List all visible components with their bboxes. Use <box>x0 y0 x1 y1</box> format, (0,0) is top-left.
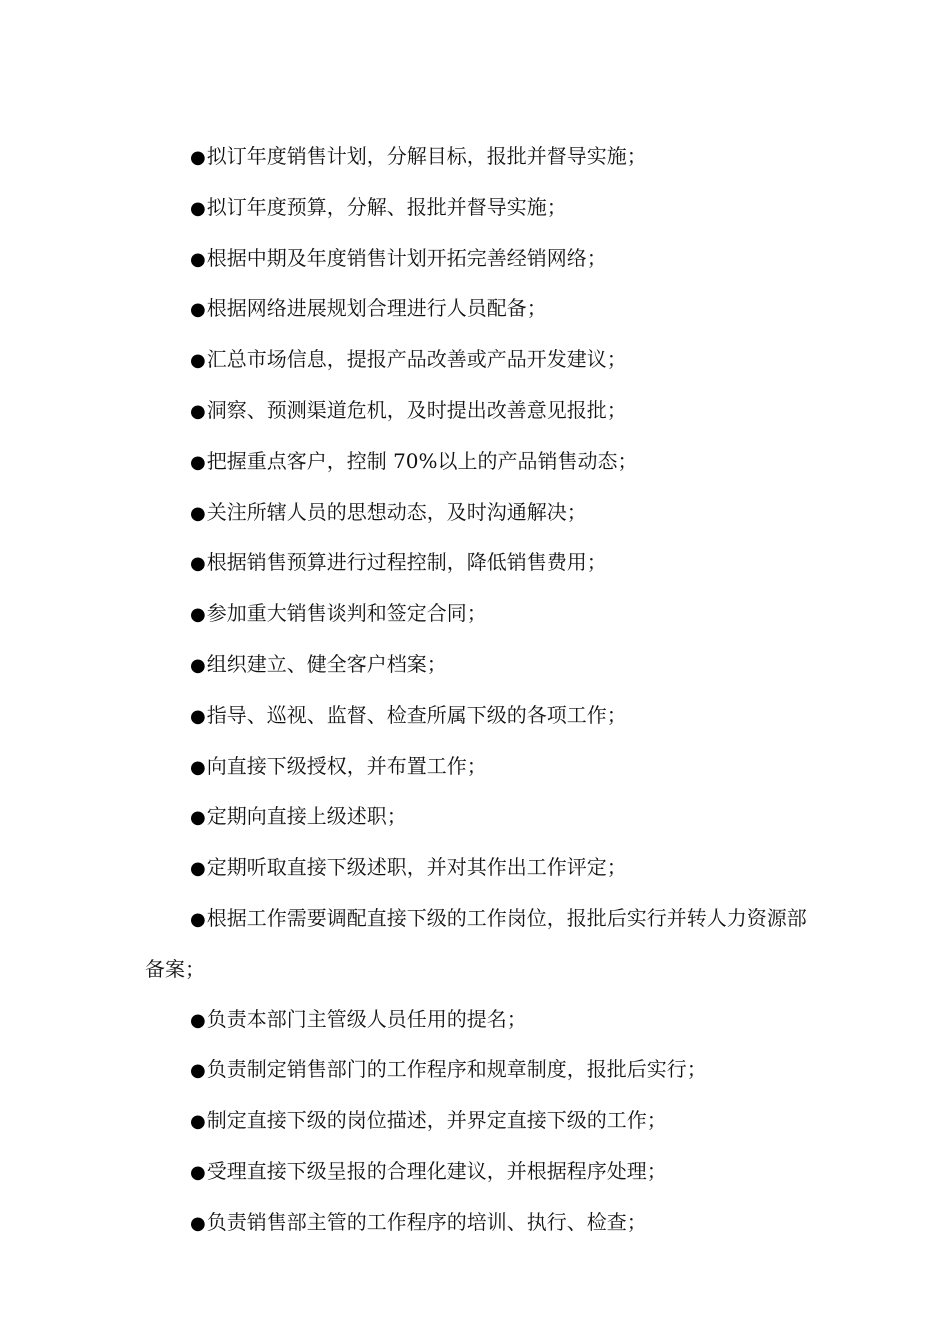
bullet-icon: ● <box>190 705 206 727</box>
list-item <box>145 183 810 234</box>
list-item <box>145 640 810 691</box>
list-item <box>145 792 810 843</box>
list-item <box>145 843 810 894</box>
bullet-icon: ● <box>190 1009 206 1031</box>
list-item-text: 向直接下级授权，并布置工作； <box>206 753 487 778</box>
list-item <box>145 488 810 539</box>
list-item <box>145 742 810 793</box>
list-item-text: 根据网络进展规划合理进行人员配备； <box>206 296 547 321</box>
list-item <box>145 234 810 285</box>
list-item <box>145 589 810 640</box>
list-item <box>145 1147 810 1198</box>
bullet-icon: ● <box>190 654 206 676</box>
bullet-icon: ● <box>190 1212 206 1234</box>
bullet-icon: ● <box>190 350 206 372</box>
list-item <box>145 132 810 183</box>
bullet-icon: ● <box>190 1161 206 1183</box>
list-item-text: 把握重点客户，控制 70%以上的产品销售动态； <box>206 448 638 473</box>
bullet-icon: ● <box>190 858 206 880</box>
list-item-text: 根据中期及年度销售计划开拓完善经销网络； <box>206 245 607 270</box>
bullet-icon: ● <box>190 451 206 473</box>
list-item-text: 定期向直接上级述职； <box>206 804 407 829</box>
list-item-text: 受理直接下级呈报的合理化建议，并根据程序处理； <box>206 1158 667 1183</box>
list-item <box>145 1096 810 1147</box>
bullet-icon: ● <box>190 147 206 168</box>
duty-list <box>145 132 810 1249</box>
bullet-icon: ● <box>190 807 206 829</box>
list-item-text: 负责制定销售部门的工作程序和规章制度，报批后实行； <box>206 1057 707 1082</box>
list-item-text: 组织建立、健全客户档案； <box>206 651 447 676</box>
list-item-text: 关注所辖人员的思想动态，及时沟通解决； <box>206 499 587 524</box>
bullet-icon: ● <box>190 248 206 270</box>
list-item-text: 根据销售预算进行过程控制，降低销售费用； <box>206 550 607 575</box>
bullet-icon: ● <box>190 756 206 778</box>
list-item <box>145 1045 810 1096</box>
list-item-text: 拟订年度销售计划，分解目标，报批并督导实施； <box>206 144 647 168</box>
list-item <box>145 437 810 488</box>
bullet-icon: ● <box>190 1111 206 1133</box>
bullet-icon: ● <box>190 1060 206 1082</box>
list-item <box>145 284 810 335</box>
list-item-text: 汇总市场信息，提报产品改善或产品开发建议； <box>206 347 627 372</box>
list-item <box>145 335 810 386</box>
list-item-text: 参加重大销售谈判和签定合同； <box>206 601 487 626</box>
list-item-text: 根据工作需要调配直接下级的工作岗位，报批后实行并转人力资源部备案； <box>145 905 807 981</box>
list-item-text: 定期听取直接下级述职，并对其作出工作评定； <box>206 855 627 880</box>
list-item <box>145 691 810 742</box>
list-item <box>145 894 810 995</box>
list-item <box>145 995 810 1046</box>
list-item-text: 负责销售部主管的工作程序的培训、执行、检查； <box>206 1209 647 1234</box>
bullet-icon: ● <box>190 604 206 626</box>
list-item-text: 拟订年度预算，分解、报批并督导实施； <box>206 194 567 219</box>
bullet-icon: ● <box>190 908 206 930</box>
bullet-icon: ● <box>190 400 206 422</box>
list-item-text: 制定直接下级的岗位描述，并界定直接下级的工作； <box>206 1108 667 1133</box>
list-item <box>145 386 810 437</box>
bullet-icon: ● <box>190 553 206 575</box>
bullet-icon: ● <box>190 197 206 219</box>
bullet-icon: ● <box>190 502 206 524</box>
list-item-text: 指导、巡视、监督、检查所属下级的各项工作； <box>206 702 627 727</box>
list-item <box>145 538 810 589</box>
list-item-text: 负责本部门主管级人员任用的提名； <box>206 1006 527 1031</box>
bullet-icon: ● <box>190 299 206 321</box>
list-item-text: 洞察、预测渠道危机，及时提出改善意见报批； <box>206 397 627 422</box>
list-item <box>145 1198 810 1249</box>
